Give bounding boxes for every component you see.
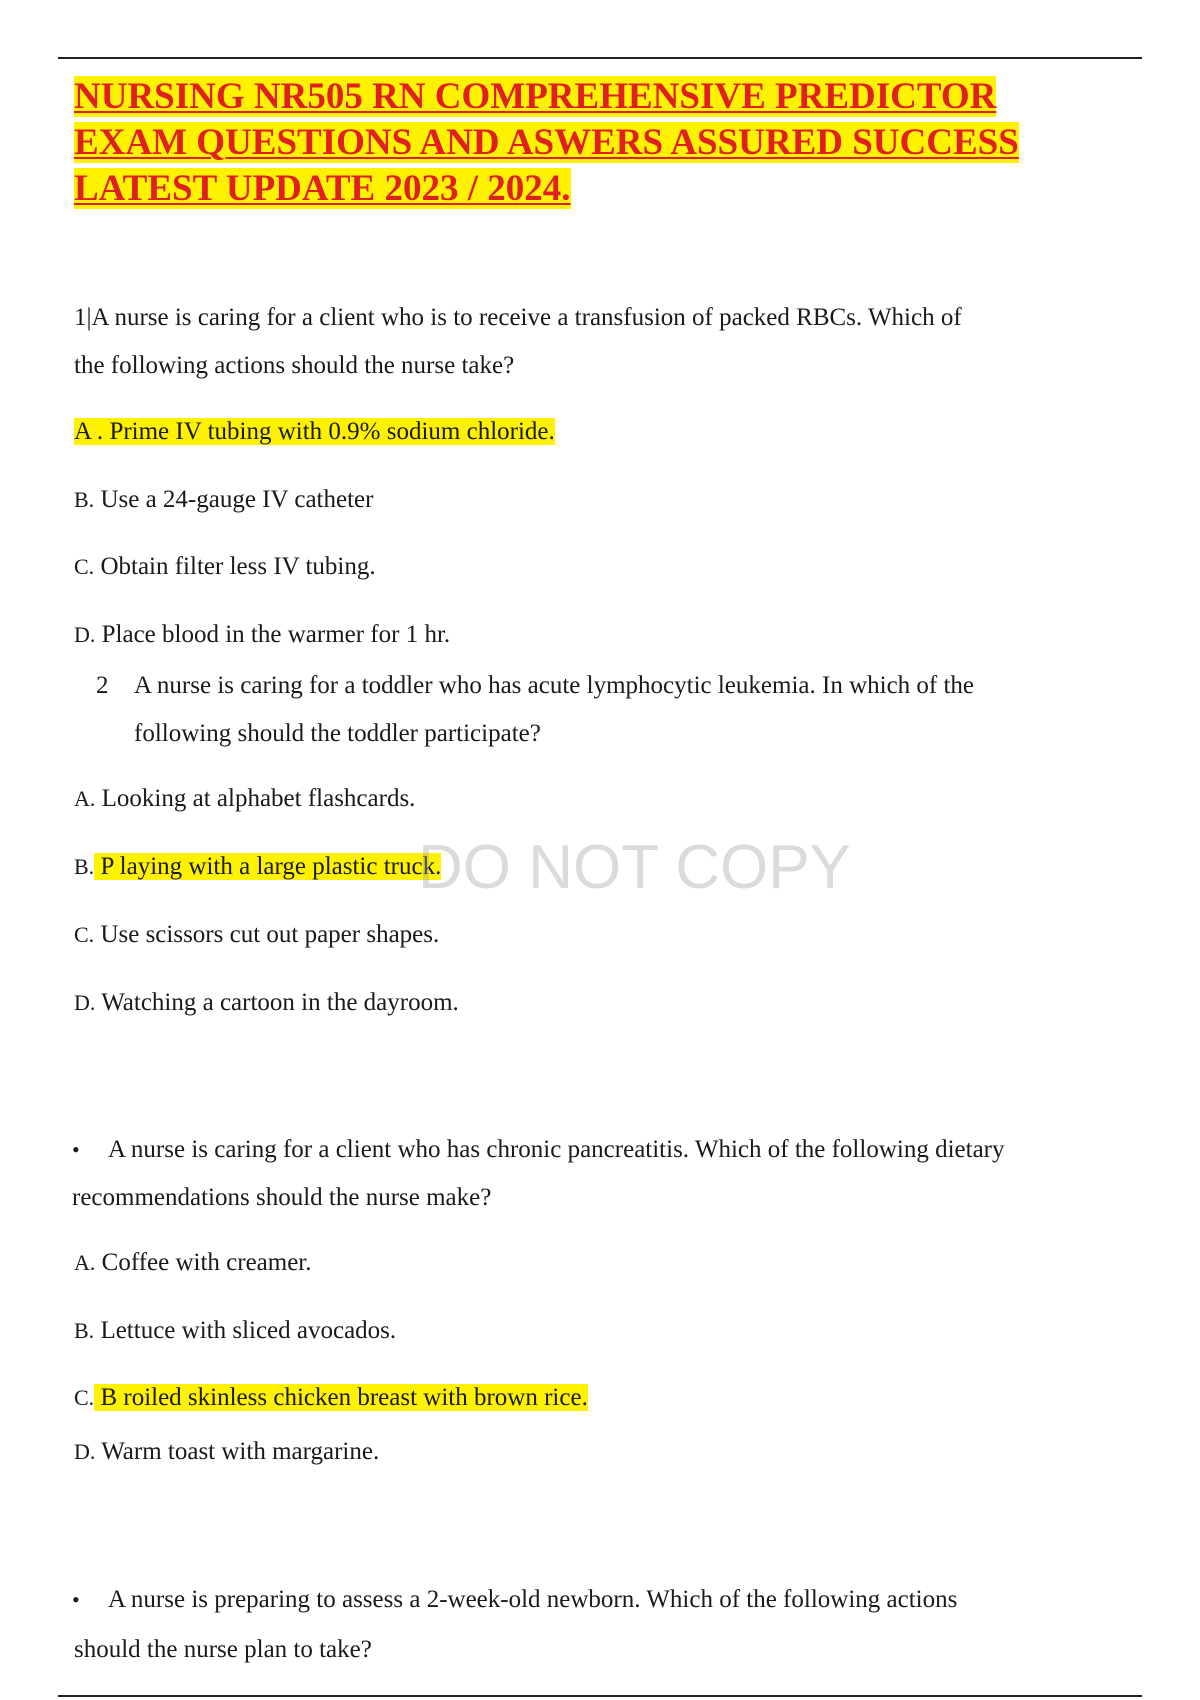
answer-highlight: A . Prime IV tubing with 0.9% sodium chloride. [74,418,555,445]
top-rule [58,57,1142,59]
question-1-option-b[interactable]: B. Use a 24-gauge IV catheter [74,486,374,513]
question-2-stem-cont: following should the toddler participate? [134,720,541,747]
question-1-option-c[interactable]: C. Obtain filter less IV tubing. [74,553,376,580]
question-1-stem: 1|A nurse is caring for a client who is to receive a transfusion of packed RBCs. Which of [74,304,962,331]
question-3-stem-cont: recommendations should the nurse make? [72,1184,492,1211]
question-4-stem-cont: should the nurse plan to take? [74,1636,372,1663]
document-title [74,74,1134,212]
bullet-icon: • [72,1137,80,1162]
bullet-icon: • [72,1587,80,1612]
question-3-option-d[interactable]: D. Warm toast with margarine. [74,1438,380,1465]
title-line-1: NURSING NR505 RN COMPREHENSIVE PREDICTOR [74,76,997,117]
answer-highlight: P laying with a large plastic truck. [94,853,442,880]
question-2-option-d[interactable]: D. Watching a cartoon in the dayroom. [74,989,459,1016]
question-2-stem: A nurse is caring for a toddler who has acute lymphocytic leukemia. In which of the [134,672,975,699]
title-line-3: LATEST UPDATE 2023 / 2024. [74,168,571,209]
watermark: DO NOT COPY [418,833,851,902]
question-1-option-d[interactable]: D. Place blood in the warmer for 1 hr. [74,621,451,648]
answer-highlight: B roiled skinless chicken breast with brown rice. [94,1384,588,1411]
bottom-rule [58,1695,1142,1697]
title-line-2: EXAM QUESTIONS AND ASWERS ASSURED SUCCESS [74,122,1019,163]
question-2-option-c[interactable]: C. Use scissors cut out paper shapes. [74,921,440,948]
question-4-stem: • A nurse is preparing to assess a 2-week-old newborn. Which of the following actions [72,1576,957,1624]
question-1-number: 1| [74,304,92,331]
question-1-stem-cont: the following actions should the nurse take? [74,352,515,379]
question-2-option-b[interactable]: B. P laying with a large plastic truck. [74,853,442,880]
question-3-option-c[interactable]: C. B roiled skinless chicken breast with brown rice. [74,1384,588,1411]
question-3-stem: • A nurse is caring for a client who has chronic pancreatitis. Which of the following dietary [72,1126,1004,1174]
question-1-option-a[interactable] [74,408,555,456]
question-3-option-a[interactable]: A. Coffee with creamer. [74,1249,312,1276]
question-3-option-b[interactable]: B. Lettuce with sliced avocados. [74,1317,397,1344]
question-2-number: 2 [96,672,109,699]
question-2-option-a[interactable]: A. Looking at alphabet flashcards. [74,785,416,812]
